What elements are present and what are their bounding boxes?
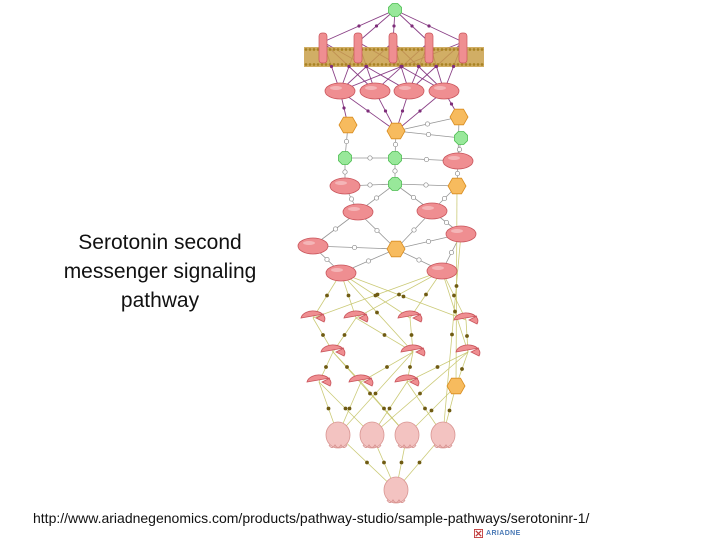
node-s2 bbox=[389, 152, 402, 165]
node-t2 bbox=[344, 311, 368, 322]
membrane-head-top bbox=[401, 48, 404, 51]
membrane-head-top bbox=[409, 48, 412, 51]
edge-marker-29 bbox=[393, 142, 397, 146]
membrane-head-bottom bbox=[321, 63, 324, 66]
membrane-head-bottom bbox=[305, 63, 308, 66]
edge-marker-80 bbox=[430, 409, 434, 413]
edge-marker-62 bbox=[453, 310, 457, 314]
membrane-head-bottom bbox=[345, 63, 348, 66]
edge-marker-86 bbox=[382, 461, 386, 465]
edge-marker-73 bbox=[460, 367, 464, 371]
membrane-head-bottom bbox=[337, 63, 340, 66]
edge-marker-54 bbox=[347, 294, 351, 298]
membrane-head-top bbox=[381, 48, 384, 51]
membrane-head-top bbox=[349, 48, 352, 51]
node-p8 bbox=[427, 263, 457, 279]
membrane-head-bottom bbox=[313, 63, 316, 66]
edge-marker-44 bbox=[375, 228, 379, 232]
membrane-head-top bbox=[377, 48, 380, 51]
membrane-head-bottom bbox=[389, 63, 392, 66]
edge-marker-33 bbox=[457, 147, 461, 151]
edge-marker-40 bbox=[411, 195, 415, 199]
edge-marker-70 bbox=[385, 365, 389, 369]
source-url: http://www.ariadnegenomics.com/products/pathway-studio/sample-pathways/serotoninr-1/ bbox=[33, 510, 590, 526]
node-p2-shine bbox=[335, 181, 347, 185]
membrane-head-top bbox=[449, 48, 452, 51]
membrane-head-bottom bbox=[477, 63, 480, 66]
membrane-head-bottom bbox=[421, 63, 424, 66]
node-e2 bbox=[360, 422, 384, 448]
slide-title bbox=[30, 228, 290, 315]
node-p7 bbox=[326, 265, 356, 281]
membrane-head-bottom bbox=[333, 63, 336, 66]
edge-marker-50 bbox=[417, 258, 421, 262]
edge-marker-46 bbox=[444, 220, 448, 224]
membrane-head-top bbox=[341, 48, 344, 51]
membrane-head-bottom bbox=[445, 63, 448, 66]
edge-marker-20 bbox=[342, 106, 345, 109]
node-r2 bbox=[354, 33, 362, 63]
node-p3 bbox=[343, 204, 373, 220]
membrane-head-bottom bbox=[369, 63, 372, 66]
membrane-head-top bbox=[305, 48, 308, 51]
edge-marker-11 bbox=[365, 65, 368, 68]
edge-marker-90 bbox=[455, 284, 459, 288]
membrane-head-bottom bbox=[481, 63, 484, 66]
node-g2 bbox=[360, 83, 390, 99]
node-p7-shine bbox=[331, 268, 343, 272]
node-k7 bbox=[447, 378, 465, 394]
membrane-head-bottom bbox=[457, 63, 460, 66]
membrane-head-bottom bbox=[465, 63, 468, 66]
title-line-2: messenger signaling bbox=[63, 260, 257, 283]
node-k3 bbox=[450, 109, 468, 125]
membrane-head-top bbox=[445, 48, 448, 51]
edge-marker-63 bbox=[321, 333, 325, 337]
membrane-head-top bbox=[345, 48, 348, 51]
membrane-head-top bbox=[313, 48, 316, 51]
node-p4 bbox=[417, 203, 447, 219]
node-t9 bbox=[349, 375, 373, 386]
membrane-head-bottom bbox=[409, 63, 412, 66]
membrane-head-top bbox=[413, 48, 416, 51]
membrane-head-bottom bbox=[377, 63, 380, 66]
membrane-head-top bbox=[369, 48, 372, 51]
node-g1-shine bbox=[330, 86, 342, 90]
edge-marker-15 bbox=[417, 65, 420, 68]
edge-marker-3 bbox=[410, 24, 413, 27]
edge-marker-75 bbox=[344, 407, 348, 411]
node-g3-shine bbox=[399, 86, 411, 90]
edge-marker-42 bbox=[349, 197, 353, 201]
membrane-head-top bbox=[421, 48, 424, 51]
membrane-head-bottom bbox=[381, 63, 384, 66]
edge-marker-88 bbox=[418, 461, 422, 465]
edge-marker-57 bbox=[375, 311, 379, 315]
edge-marker-56 bbox=[402, 295, 406, 299]
title-line-1: Serotonin second bbox=[78, 231, 242, 254]
membrane-head-bottom bbox=[405, 63, 408, 66]
node-r3 bbox=[389, 33, 397, 63]
edge-marker-53 bbox=[325, 294, 329, 298]
membrane-head-top bbox=[405, 48, 408, 51]
edge-marker-87 bbox=[400, 461, 404, 465]
membrane-head-bottom bbox=[441, 63, 444, 66]
membrane-head-top bbox=[441, 48, 444, 51]
membrane-head-top bbox=[437, 48, 440, 51]
edge-marker-26 bbox=[425, 122, 429, 126]
edge-marker-36 bbox=[455, 171, 459, 175]
edge-marker-17 bbox=[400, 65, 403, 68]
node-r5 bbox=[459, 33, 467, 63]
membrane-head-bottom bbox=[353, 63, 356, 66]
edge-marker-67 bbox=[383, 333, 387, 337]
edge-marker-52 bbox=[352, 245, 356, 249]
title-line-3: pathway bbox=[120, 289, 200, 312]
edge-marker-8 bbox=[347, 65, 350, 68]
edge-marker-77 bbox=[382, 407, 386, 411]
node-p5-shine bbox=[303, 241, 315, 245]
membrane-head-top bbox=[477, 48, 480, 51]
membrane-head-bottom bbox=[461, 63, 464, 66]
edge-marker-60 bbox=[424, 293, 428, 297]
edge-marker-4 bbox=[427, 24, 430, 27]
node-p1-shine bbox=[448, 156, 460, 160]
membrane-head-bottom bbox=[309, 63, 312, 66]
node-p6-shine bbox=[451, 229, 463, 233]
edge-marker-22 bbox=[384, 109, 387, 112]
membrane-head-bottom bbox=[393, 63, 396, 66]
node-e3 bbox=[395, 422, 419, 448]
node-k6 bbox=[387, 241, 405, 257]
node-p5 bbox=[298, 238, 328, 254]
brand-name: ARIADNE bbox=[486, 530, 521, 537]
node-t5 bbox=[321, 345, 345, 356]
edge-marker-64 bbox=[343, 333, 347, 337]
membrane-head-top bbox=[329, 48, 332, 51]
edge-marker-37 bbox=[424, 183, 428, 187]
node-e5 bbox=[384, 477, 408, 503]
edge-marker-43 bbox=[333, 227, 337, 231]
edge-marker-32 bbox=[424, 157, 428, 161]
membrane-head-top bbox=[373, 48, 376, 51]
membrane-head-top bbox=[333, 48, 336, 51]
edge-marker-74 bbox=[327, 407, 331, 411]
edge-marker-81 bbox=[448, 409, 452, 413]
node-g3 bbox=[394, 83, 424, 99]
edge-marker-59 bbox=[397, 293, 401, 297]
edge-marker-47 bbox=[426, 239, 430, 243]
edge-marker-71 bbox=[408, 365, 412, 369]
membrane-head-bottom bbox=[449, 63, 452, 66]
edge-marker-28 bbox=[344, 139, 348, 143]
node-g1 bbox=[325, 83, 355, 99]
node-lig bbox=[389, 4, 402, 17]
node-t1 bbox=[301, 311, 325, 322]
membrane-head-bottom bbox=[413, 63, 416, 66]
node-p8-shine bbox=[432, 266, 444, 270]
membrane-head-bottom bbox=[473, 63, 476, 66]
membrane-head-bottom bbox=[397, 63, 400, 66]
node-p4-shine bbox=[422, 206, 434, 210]
membrane-head-top bbox=[337, 48, 340, 51]
membrane-head-bottom bbox=[341, 63, 344, 66]
membrane-head-top bbox=[481, 48, 484, 51]
edge-marker-69 bbox=[345, 365, 349, 369]
node-r1 bbox=[319, 33, 327, 63]
membrane-head-bottom bbox=[357, 63, 360, 66]
node-s1 bbox=[339, 152, 352, 165]
node-g4 bbox=[429, 83, 459, 99]
edge-marker-84 bbox=[418, 392, 422, 396]
node-s3 bbox=[389, 178, 402, 191]
membrane-head-top bbox=[417, 48, 420, 51]
edge-marker-35 bbox=[393, 169, 397, 173]
membrane-head-bottom bbox=[373, 63, 376, 66]
ariadne-logo-icon bbox=[474, 529, 483, 538]
edge-marker-1 bbox=[375, 24, 378, 27]
membrane-head-bottom bbox=[429, 63, 432, 66]
edge-marker-41 bbox=[442, 196, 446, 200]
edge-marker-19 bbox=[452, 65, 455, 68]
membrane-head-top bbox=[309, 48, 312, 51]
node-k2 bbox=[387, 123, 405, 139]
edge-marker-5 bbox=[330, 65, 333, 68]
ariadne-logo bbox=[474, 528, 521, 539]
membrane-head-top bbox=[453, 48, 456, 51]
edge-marker-21 bbox=[366, 109, 369, 112]
edge-marker-61 bbox=[452, 294, 456, 298]
edge-marker-39 bbox=[374, 196, 378, 200]
edge-marker-82 bbox=[368, 392, 372, 396]
membrane-head-bottom bbox=[317, 63, 320, 66]
edge-marker-18 bbox=[434, 65, 437, 68]
node-t8 bbox=[307, 375, 331, 386]
node-g4-shine bbox=[434, 86, 446, 90]
membrane-head-bottom bbox=[425, 63, 428, 66]
membrane-head-top bbox=[365, 48, 368, 51]
node-e1 bbox=[326, 422, 350, 448]
edge-marker-2 bbox=[392, 24, 395, 27]
edge-marker-38 bbox=[368, 183, 372, 187]
node-p1 bbox=[443, 153, 473, 169]
node-p3-shine bbox=[348, 207, 360, 211]
edge-marker-58 bbox=[376, 293, 380, 297]
edge-marker-27 bbox=[426, 132, 430, 136]
edge-marker-83 bbox=[374, 392, 378, 396]
node-r4 bbox=[425, 33, 433, 63]
edge-marker-25 bbox=[450, 102, 453, 105]
membrane-head-bottom bbox=[469, 63, 472, 66]
edge-marker-24 bbox=[418, 109, 421, 112]
edge-marker-23 bbox=[401, 109, 404, 112]
edge-marker-76 bbox=[348, 407, 352, 411]
edge-marker-89 bbox=[450, 333, 454, 337]
edge-marker-66 bbox=[465, 334, 469, 338]
edge-marker-45 bbox=[412, 228, 416, 232]
node-k4 bbox=[455, 132, 468, 145]
membrane-head-top bbox=[473, 48, 476, 51]
edge-marker-31 bbox=[368, 156, 372, 160]
membrane-head-bottom bbox=[325, 63, 328, 66]
node-k1 bbox=[339, 117, 357, 133]
node-p2 bbox=[330, 178, 360, 194]
edge-marker-79 bbox=[423, 407, 427, 411]
membrane-head-top bbox=[385, 48, 388, 51]
node-p6 bbox=[446, 226, 476, 242]
edge-marker-49 bbox=[366, 259, 370, 263]
node-e4 bbox=[431, 422, 455, 448]
edge-marker-48 bbox=[325, 257, 329, 261]
edge-marker-72 bbox=[436, 365, 440, 369]
edge-marker-34 bbox=[343, 170, 347, 174]
membrane-head-bottom bbox=[385, 63, 388, 66]
edge-marker-51 bbox=[449, 250, 453, 254]
membrane-head-top bbox=[469, 48, 472, 51]
node-k5 bbox=[448, 178, 466, 194]
edge-marker-68 bbox=[324, 365, 328, 369]
edge-marker-85 bbox=[365, 461, 369, 465]
edge-marker-65 bbox=[410, 333, 414, 337]
membrane-head-bottom bbox=[361, 63, 364, 66]
edge-marker-78 bbox=[388, 407, 392, 411]
edge-marker-0 bbox=[357, 24, 360, 27]
node-g2-shine bbox=[365, 86, 377, 90]
